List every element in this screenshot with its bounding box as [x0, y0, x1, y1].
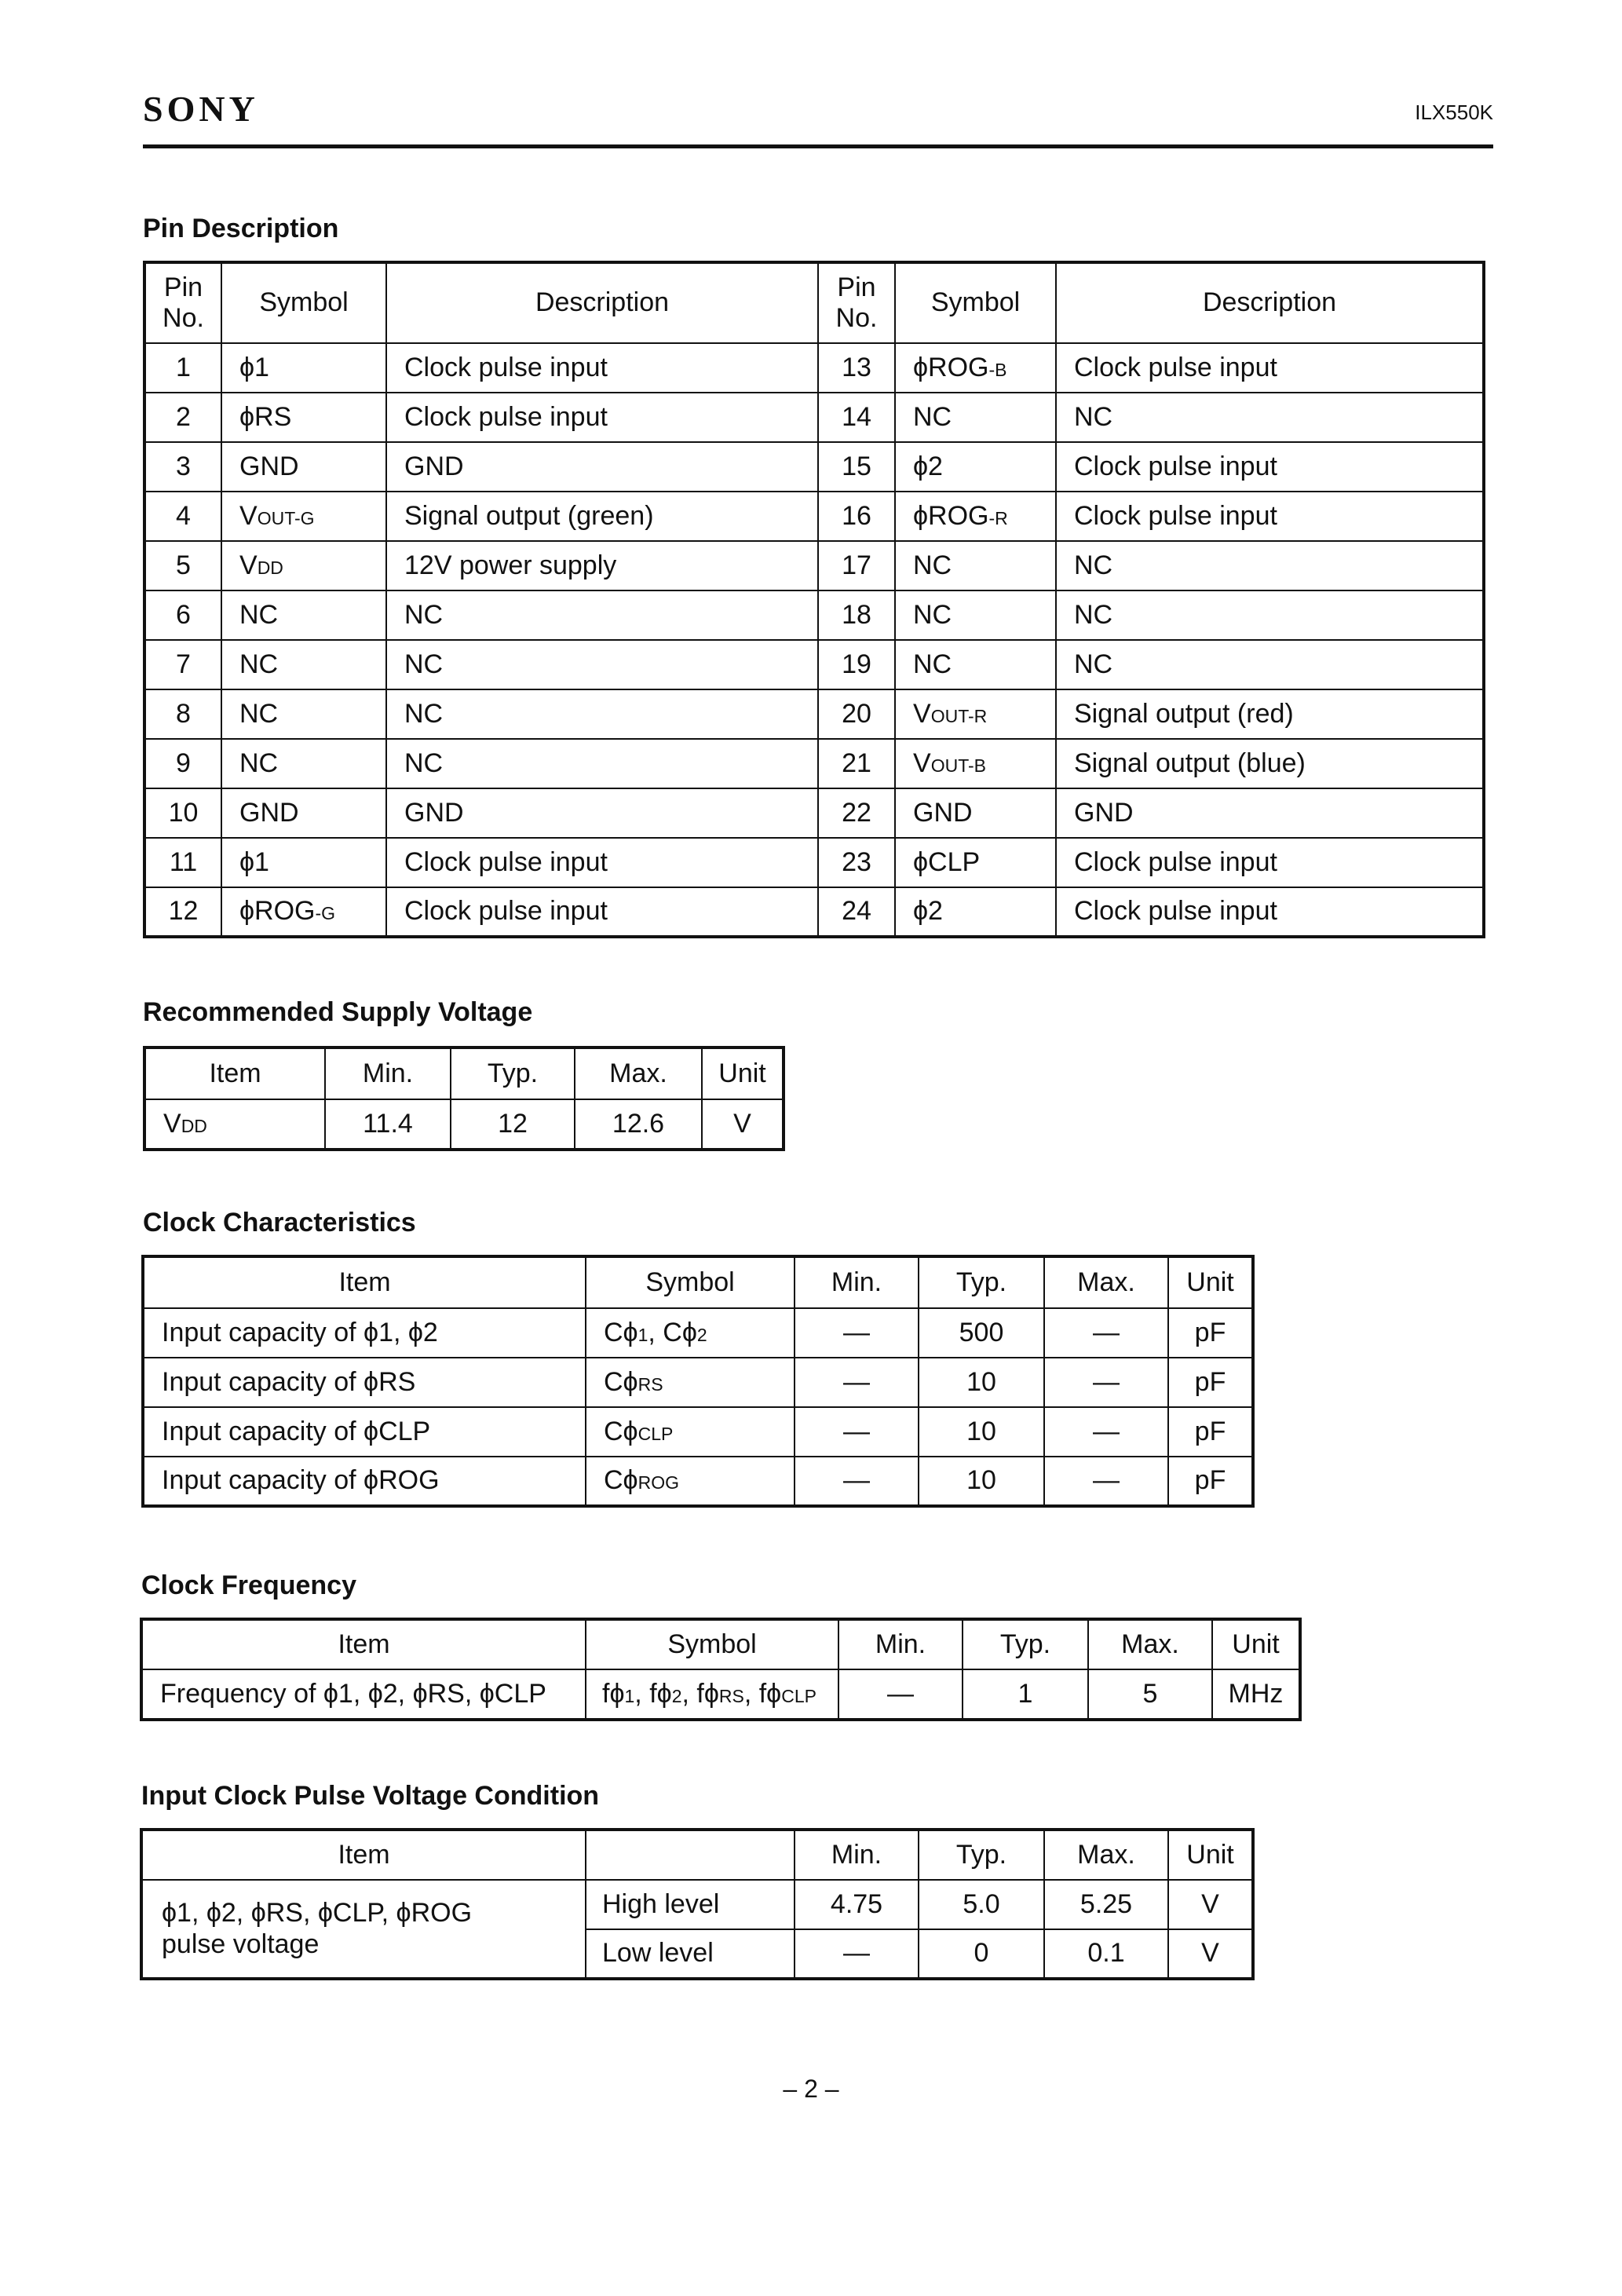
pin-number: 20 [818, 689, 895, 739]
clock-char-item: Input capacity of ϕ1, ϕ2 [143, 1308, 586, 1358]
pulse-header-level [586, 1830, 795, 1880]
pin-table-row [144, 887, 1484, 937]
clock-freq-header-min: Min. [838, 1619, 963, 1669]
clock-char-symbol: CϕCLP [586, 1407, 795, 1457]
pin-number: 22 [818, 788, 895, 838]
pin-symbol: ϕ2 [895, 887, 1056, 937]
sony-logo: SONY [143, 89, 259, 129]
pin-header-description-2: Description [1056, 262, 1484, 343]
pin-description: GND [386, 442, 818, 492]
pin-symbol: ϕCLP [895, 838, 1056, 887]
pin-description: Clock pulse input [1056, 343, 1484, 393]
pin-symbol: GND [221, 442, 386, 492]
pin-symbol: ϕROG-R [895, 492, 1056, 541]
pin-header-symbol: Symbol [221, 262, 386, 343]
pin-header-pin-no-2: Pin No. [818, 262, 895, 343]
pin-number: 15 [818, 442, 895, 492]
pin-description: Clock pulse input [1056, 492, 1484, 541]
pin-number: 11 [144, 838, 221, 887]
pin-symbol: ϕROG-G [221, 887, 386, 937]
pulse-typ: 5.0 [919, 1880, 1044, 1929]
clock-char-row [143, 1308, 1253, 1358]
supply-header-typ: Typ. [451, 1047, 575, 1099]
clock-freq-typ: 1 [963, 1669, 1088, 1720]
clock-char-typ: 500 [919, 1308, 1044, 1358]
clock-char-row [143, 1407, 1253, 1457]
pin-description: Clock pulse input [386, 887, 818, 937]
clock-char-max: — [1044, 1457, 1168, 1506]
clock-char-item: Input capacity of ϕRS [143, 1358, 586, 1407]
pulse-level: Low level [586, 1929, 795, 1979]
pin-description: NC [386, 640, 818, 689]
pin-table-row [144, 442, 1484, 492]
pin-number: 16 [818, 492, 895, 541]
clock-char-unit: pF [1168, 1407, 1253, 1457]
pin-description: Signal output (blue) [1056, 739, 1484, 788]
pin-number: 18 [818, 590, 895, 640]
clock-char-min: — [795, 1308, 919, 1358]
pin-number: 12 [144, 887, 221, 937]
pin-description: Clock pulse input [386, 838, 818, 887]
supply-voltage-table [143, 1046, 785, 1151]
pulse-unit: V [1168, 1929, 1253, 1979]
clock-char-header-typ: Typ. [919, 1256, 1044, 1308]
pin-table-row [144, 640, 1484, 689]
pin-description: 12V power supply [386, 541, 818, 590]
supply-unit: V [702, 1099, 784, 1150]
clock-freq-header-row [141, 1619, 1300, 1669]
pin-description: Clock pulse input [386, 343, 818, 393]
clock-freq-max: 5 [1088, 1669, 1212, 1720]
clock-char-unit: pF [1168, 1308, 1253, 1358]
clock-char-typ: 10 [919, 1457, 1044, 1506]
pin-number: 7 [144, 640, 221, 689]
pulse-level: High level [586, 1880, 795, 1929]
supply-voltage-title: Recommended Supply Voltage [143, 997, 533, 1027]
supply-min: 11.4 [325, 1099, 451, 1150]
clock-char-typ: 10 [919, 1358, 1044, 1407]
pin-description-table [143, 261, 1485, 938]
pulse-voltage-table [140, 1828, 1255, 1980]
clock-char-max: — [1044, 1407, 1168, 1457]
pulse-max: 5.25 [1044, 1880, 1168, 1929]
pulse-min: 4.75 [795, 1880, 919, 1929]
pin-number: 9 [144, 739, 221, 788]
supply-typ: 12 [451, 1099, 575, 1150]
pin-symbol: NC [895, 541, 1056, 590]
clock-char-unit: pF [1168, 1457, 1253, 1506]
pin-table-row [144, 788, 1484, 838]
clock-freq-header-symbol: Symbol [586, 1619, 838, 1669]
pin-table-row [144, 590, 1484, 640]
clock-char-item: Input capacity of ϕCLP [143, 1407, 586, 1457]
pulse-item-line1: ϕ1, ϕ2, ϕRS, ϕCLP, ϕROG [162, 1898, 473, 1929]
pulse-item-line2: pulse voltage [162, 1929, 320, 1959]
clock-char-header-min: Min. [795, 1256, 919, 1308]
clock-char-header-item: Item [143, 1256, 586, 1308]
clock-freq-symbol: fϕ1, fϕ2, fϕRS, fϕCLP [586, 1669, 838, 1720]
clock-freq-unit: MHz [1212, 1669, 1300, 1720]
clock-freq-min: — [838, 1669, 963, 1720]
pin-description: NC [1056, 640, 1484, 689]
pin-description: NC [386, 689, 818, 739]
pulse-min: — [795, 1929, 919, 1979]
document-id: ILX550K [1415, 101, 1493, 124]
pin-number: 14 [818, 393, 895, 442]
pin-table-row [144, 492, 1484, 541]
pin-symbol: NC [895, 393, 1056, 442]
clock-char-max: — [1044, 1358, 1168, 1407]
pin-number: 8 [144, 689, 221, 739]
pin-symbol: ϕRS [221, 393, 386, 442]
pin-symbol: VOUT-R [895, 689, 1056, 739]
pin-description: Clock pulse input [1056, 838, 1484, 887]
clock-char-item: Input capacity of ϕROG [143, 1457, 586, 1506]
supply-item: VDD [144, 1099, 325, 1150]
clock-char-min: — [795, 1358, 919, 1407]
pin-description: NC [1056, 393, 1484, 442]
clock-freq-row [141, 1669, 1300, 1720]
clock-freq-header-max: Max. [1088, 1619, 1212, 1669]
pin-symbol: VOUT-B [895, 739, 1056, 788]
clock-freq-item: Frequency of ϕ1, ϕ2, ϕRS, ϕCLP [141, 1669, 586, 1720]
pin-symbol: ϕ1 [221, 838, 386, 887]
clock-char-symbol: CϕROG [586, 1457, 795, 1506]
clock-freq-header-unit: Unit [1212, 1619, 1300, 1669]
pin-description-title: Pin Description [143, 214, 339, 243]
clock-char-row [143, 1358, 1253, 1407]
pin-symbol: NC [221, 739, 386, 788]
pin-header-pin-no: Pin No. [144, 262, 221, 343]
clock-char-header-unit: Unit [1168, 1256, 1253, 1308]
pin-symbol: VDD [221, 541, 386, 590]
pin-header-description: Description [386, 262, 818, 343]
clock-char-header-symbol: Symbol [586, 1256, 795, 1308]
pin-table-row [144, 393, 1484, 442]
pin-number: 2 [144, 393, 221, 442]
pin-number: 24 [818, 887, 895, 937]
supply-data-row [144, 1099, 784, 1150]
pulse-unit: V [1168, 1880, 1253, 1929]
clock-char-max: — [1044, 1308, 1168, 1358]
clock-char-header-row [143, 1256, 1253, 1308]
clock-char-row [143, 1457, 1253, 1506]
pulse-voltage-title: Input Clock Pulse Voltage Condition [141, 1781, 600, 1811]
pin-description: Clock pulse input [1056, 442, 1484, 492]
clock-char-unit: pF [1168, 1358, 1253, 1407]
clock-characteristics-title: Clock Characteristics [143, 1208, 416, 1238]
clock-frequency-title: Clock Frequency [141, 1570, 356, 1600]
pin-description: NC [386, 739, 818, 788]
pin-description: NC [386, 590, 818, 640]
pin-header-symbol-2: Symbol [895, 262, 1056, 343]
pin-symbol: ϕ2 [895, 442, 1056, 492]
pin-description: NC [1056, 541, 1484, 590]
pin-symbol: GND [895, 788, 1056, 838]
pulse-item [141, 1880, 586, 1979]
pin-number: 6 [144, 590, 221, 640]
pin-number: 23 [818, 838, 895, 887]
clock-char-symbol: Cϕ1, Cϕ2 [586, 1308, 795, 1358]
pin-number: 1 [144, 343, 221, 393]
supply-header-max: Max. [575, 1047, 702, 1099]
pin-table-header-row [144, 262, 1484, 343]
pulse-header-item: Item [141, 1830, 586, 1880]
header-rule [143, 144, 1493, 148]
pulse-max: 0.1 [1044, 1929, 1168, 1979]
pin-description: NC [1056, 590, 1484, 640]
supply-header-min: Min. [325, 1047, 451, 1099]
pin-number: 17 [818, 541, 895, 590]
pin-table-row [144, 689, 1484, 739]
clock-char-min: — [795, 1407, 919, 1457]
clock-char-min: — [795, 1457, 919, 1506]
pin-description: Clock pulse input [386, 393, 818, 442]
pulse-typ: 0 [919, 1929, 1044, 1979]
pin-description: GND [386, 788, 818, 838]
supply-header-row [144, 1047, 784, 1099]
pulse-header-typ: Typ. [919, 1830, 1044, 1880]
clock-char-header-max: Max. [1044, 1256, 1168, 1308]
pin-symbol: GND [221, 788, 386, 838]
pin-table-row [144, 343, 1484, 393]
pin-number: 3 [144, 442, 221, 492]
pin-symbol: NC [221, 590, 386, 640]
pin-description: Signal output (green) [386, 492, 818, 541]
clock-frequency-table [140, 1618, 1302, 1721]
clock-char-typ: 10 [919, 1407, 1044, 1457]
supply-header-item: Item [144, 1047, 325, 1099]
pin-symbol: NC [895, 590, 1056, 640]
pin-number: 13 [818, 343, 895, 393]
pulse-header-row [141, 1830, 1253, 1880]
pin-number: 5 [144, 541, 221, 590]
pulse-header-unit: Unit [1168, 1830, 1253, 1880]
pin-table-row [144, 739, 1484, 788]
pulse-header-max: Max. [1044, 1830, 1168, 1880]
pin-description: Clock pulse input [1056, 887, 1484, 937]
pulse-header-min: Min. [795, 1830, 919, 1880]
pin-description: Signal output (red) [1056, 689, 1484, 739]
page-number: – 2 – [783, 2075, 839, 2103]
pin-symbol: ϕROG-B [895, 343, 1056, 393]
pin-number: 10 [144, 788, 221, 838]
pulse-row-high [141, 1880, 1253, 1929]
clock-characteristics-table [141, 1255, 1255, 1508]
supply-max: 12.6 [575, 1099, 702, 1150]
pin-table-row [144, 838, 1484, 887]
pin-table-row [144, 541, 1484, 590]
pin-table-body [144, 343, 1484, 937]
clock-freq-header-item: Item [141, 1619, 586, 1669]
pin-number: 4 [144, 492, 221, 541]
supply-header-unit: Unit [702, 1047, 784, 1099]
pin-symbol: NC [895, 640, 1056, 689]
pin-symbol: NC [221, 689, 386, 739]
pin-number: 19 [818, 640, 895, 689]
pin-symbol: NC [221, 640, 386, 689]
clock-char-symbol: CϕRS [586, 1358, 795, 1407]
pin-number: 21 [818, 739, 895, 788]
pin-symbol: VOUT-G [221, 492, 386, 541]
pin-symbol: ϕ1 [221, 343, 386, 393]
pin-description: GND [1056, 788, 1484, 838]
clock-freq-header-typ: Typ. [963, 1619, 1088, 1669]
